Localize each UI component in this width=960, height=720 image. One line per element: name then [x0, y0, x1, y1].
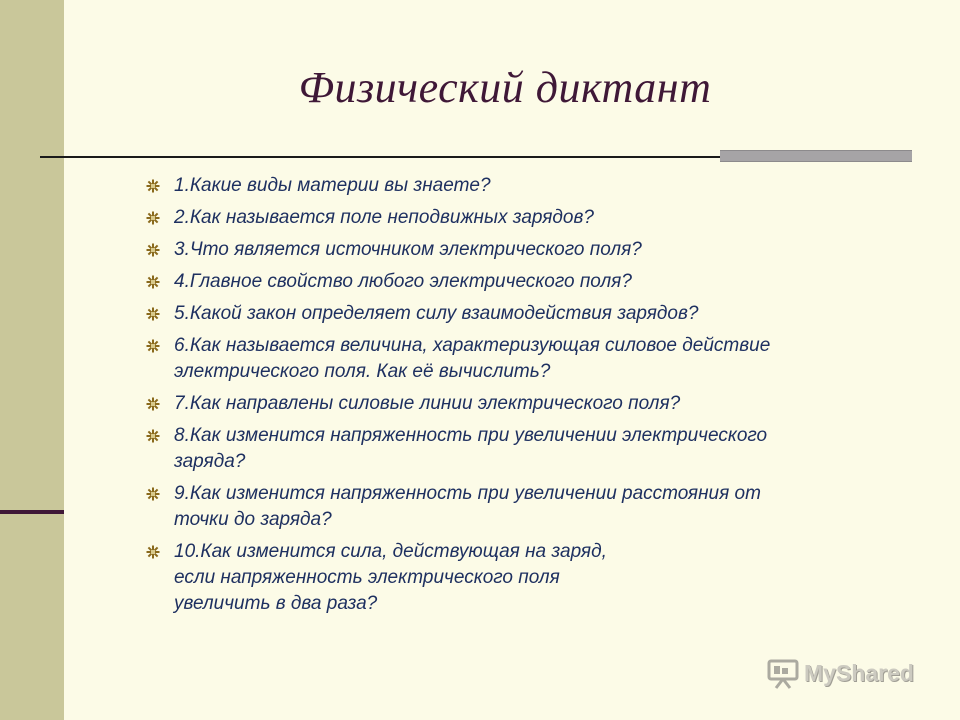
question-text-line: 7.Как направлены силовые линии электрического поля? — [174, 393, 681, 414]
question-item — [146, 205, 866, 231]
starburst-bullet-icon — [146, 339, 160, 353]
question-item — [146, 423, 866, 475]
question-text-line: если напряженность электрического поля — [174, 567, 560, 588]
starburst-bullet-icon — [146, 545, 160, 559]
question-item — [146, 173, 866, 199]
question-text-line: 10.Как изменится сила, действующая на заряд, — [174, 541, 607, 562]
question-text-line: 9.Как изменится напряженность при увеличении расстояния от — [174, 483, 761, 504]
myshared-watermark — [766, 656, 914, 690]
starburst-bullet-icon — [146, 243, 160, 257]
question-text-line: точки до заряда? — [174, 509, 332, 530]
question-text-line: 5.Какой закон определяет силу взаимодействия зарядов? — [174, 303, 699, 324]
question-item — [146, 539, 866, 617]
question-text-line: 1.Какие виды материи вы знаете? — [174, 175, 491, 196]
question-text-line: 3.Что является источником электрического поля? — [174, 239, 642, 260]
question-item — [146, 301, 866, 327]
question-item — [146, 333, 866, 385]
question-item — [146, 481, 866, 533]
question-text-line: увеличить в два раза? — [174, 593, 378, 614]
starburst-bullet-icon — [146, 487, 160, 501]
question-text-line: 4.Главное свойство любого электрического поля? — [174, 271, 632, 292]
question-list — [146, 173, 866, 623]
question-text-line: заряда? — [174, 451, 246, 472]
question-text-line: электрического поля. Как её вычислить? — [174, 361, 551, 382]
question-text-line: 8.Как изменится напряженность при увеличении электрического — [174, 425, 768, 446]
title-divider-accent — [720, 150, 912, 162]
question-item — [146, 237, 866, 263]
starburst-bullet-icon — [146, 397, 160, 411]
starburst-bullet-icon — [146, 211, 160, 225]
question-item — [146, 391, 866, 417]
starburst-bullet-icon — [146, 275, 160, 289]
watermark-text: MyShared — [804, 659, 914, 686]
question-text-line: 2.Как называется поле неподвижных зарядов? — [174, 207, 594, 228]
starburst-bullet-icon — [146, 429, 160, 443]
slide-title: Физический диктант — [298, 63, 712, 112]
left-band-accent-line — [0, 510, 64, 514]
starburst-bullet-icon — [146, 307, 160, 321]
starburst-bullet-icon — [146, 179, 160, 193]
title-divider-line — [40, 156, 720, 158]
presentation-screen-icon — [766, 656, 800, 690]
question-text-line: 6.Как называется величина, характеризующая силовое действие — [174, 335, 771, 356]
question-item — [146, 269, 866, 295]
